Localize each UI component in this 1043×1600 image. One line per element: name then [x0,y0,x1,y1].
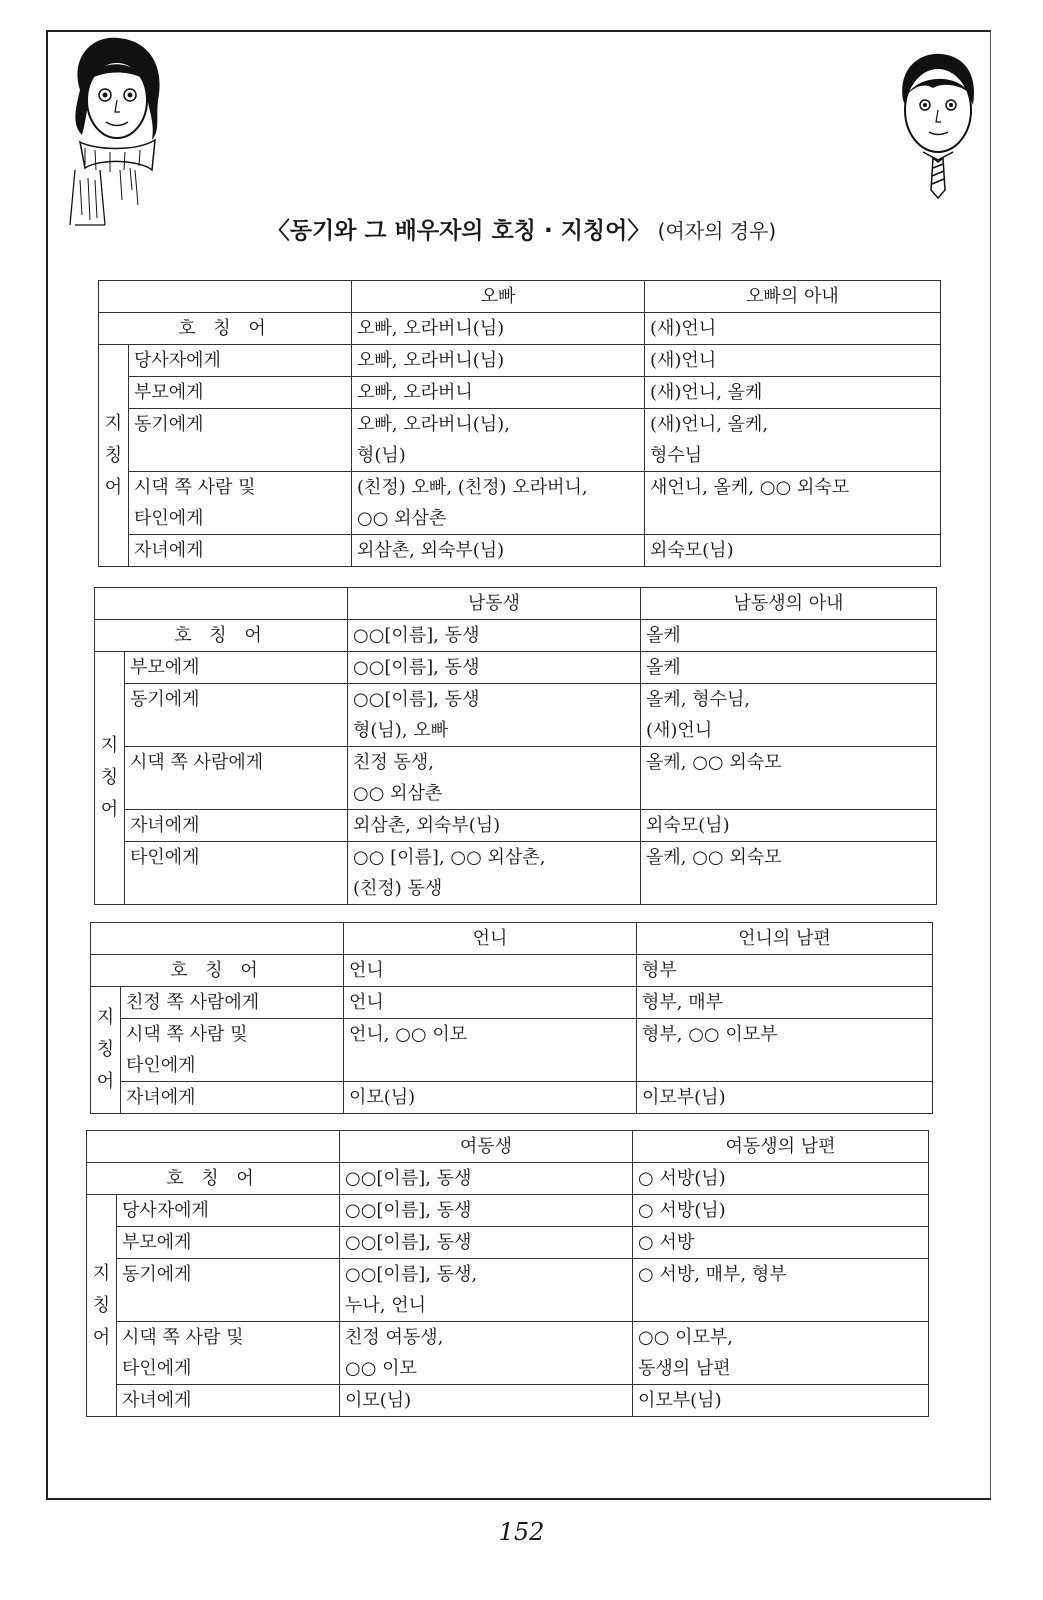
row-label: 시댁 쪽 사람 및 타인에게 [117,1322,340,1385]
cell: ○○ [이름], ○○ 외삼촌, (친정) 동생 [348,842,641,905]
row-label: 시댁 쪽 사람에게 [125,747,348,810]
hoching-label: 호 칭 어 [99,313,352,345]
table-younger-brother [94,587,937,905]
row-label: 시댁 쪽 사람 및 타인에게 [129,472,352,535]
cell: (새)언니 [645,345,941,377]
row-label: 부모에게 [117,1227,340,1259]
cell: 친정 여동생, ○○ 이모 [340,1322,633,1385]
cell: ○ 서방 [633,1227,929,1259]
row-label: 부모에게 [125,652,348,684]
cell: 외삼촌, 외숙부(님) [348,810,641,842]
man-with-tie-illustration [893,50,983,200]
row-label: 자녀에게 [121,1082,344,1114]
table-header-row [91,923,933,955]
row-label: 친정 쪽 사람에게 [121,987,344,1019]
cell: 올케, ○○ 외숙모 [641,842,937,905]
column-header: 언니의 남편 [637,923,933,955]
jiching-label: 지 칭 어 [95,652,125,905]
jiching-label: 지 칭 어 [99,345,129,567]
jiching-label: 지 칭 어 [87,1195,117,1417]
cell: 형부, ○○ 이모부 [637,1019,933,1082]
cell: 이모(님) [344,1082,637,1114]
table-header-row [87,1131,929,1163]
cell: 올케 [641,620,937,652]
cell: 이모부(님) [637,1082,933,1114]
hoching-label: 호 칭 어 [87,1163,340,1195]
cell: (새)언니, 올케, 형수님 [645,409,941,472]
row-label: 당사자에게 [117,1195,340,1227]
table-row [87,1322,929,1385]
cell: 언니 [344,955,637,987]
cell: 오빠, 오라버니(님) [352,313,645,345]
row-label: 자녀에게 [117,1385,340,1417]
cell: 외삼촌, 외숙부(님) [352,535,645,567]
cell: ○○[이름], 동생, 누나, 언니 [340,1259,633,1322]
table-row [95,652,937,684]
hoching-row [91,955,933,987]
row-label: 동기에게 [125,684,348,747]
column-header: 언니 [344,923,637,955]
hoching-label: 호 칭 어 [91,955,344,987]
hoching-label: 호 칭 어 [95,620,348,652]
row-label: 타인에게 [125,842,348,905]
column-header: 여동생 [340,1131,633,1163]
table-row [95,684,937,747]
table-older-brother [98,280,941,567]
table-header-row [95,588,937,620]
hoching-row [95,620,937,652]
cell: ○○[이름], 동생 형(님), 오빠 [348,684,641,747]
hoching-row [99,313,941,345]
hoching-row [87,1163,929,1195]
column-header: 남동생 [348,588,641,620]
table-row [95,842,937,905]
table-header-row [99,281,941,313]
table-row [91,1082,933,1114]
cell: 이모부(님) [633,1385,929,1417]
row-label: 자녀에게 [125,810,348,842]
table-younger-sister [86,1130,929,1417]
cell: 새언니, 올케, ○○ 외숙모 [645,472,941,535]
table-row [91,1019,933,1082]
page-title [0,212,1043,245]
table-row [87,1259,929,1322]
cell: ○○ 이모부, 동생의 남편 [633,1322,929,1385]
cell: 이모(님) [340,1385,633,1417]
table-row [95,747,937,810]
cell: 올케, 형수님, (새)언니 [641,684,937,747]
jiching-label: 지 칭 어 [91,987,121,1114]
cell: 언니, ○○ 이모 [344,1019,637,1082]
cell: ○○[이름], 동생 [348,652,641,684]
table-row [99,472,941,535]
cell: 형부, 매부 [637,987,933,1019]
page-number: 152 [498,1518,545,1546]
header-blank [91,923,344,955]
table-older-sister [90,922,933,1114]
row-label: 당사자에게 [129,345,352,377]
cell: ○○[이름], 동생 [348,620,641,652]
row-label: 시댁 쪽 사람 및 타인에게 [121,1019,344,1082]
table-row [95,810,937,842]
cell: 오빠, 오라버니(님) [352,345,645,377]
cell: 친정 동생, ○○ 외삼촌 [348,747,641,810]
cell: (새)언니 [645,313,941,345]
column-header: 오빠 [352,281,645,313]
cell: 올케, ○○ 외숙모 [641,747,937,810]
cell: ○○[이름], 동생 [340,1163,633,1195]
cell: 외숙모(님) [641,810,937,842]
cell: ○ 서방, 매부, 형부 [633,1259,929,1322]
title-main: 〈동기와 그 배우자의 호칭 · 지칭어〉 [266,218,651,244]
column-header: 여동생의 남편 [633,1131,929,1163]
cell: ○○[이름], 동생 [340,1227,633,1259]
cell: 올케 [641,652,937,684]
row-label: 부모에게 [129,377,352,409]
table-row [87,1385,929,1417]
row-label: 동기에게 [129,409,352,472]
title-note: (여자의 경우) [657,219,777,243]
column-header: 남동생의 아내 [641,588,937,620]
header-blank [95,588,348,620]
cell: 오빠, 오라버니 [352,377,645,409]
cell: (새)언니, 올케 [645,377,941,409]
table-row [99,535,941,567]
row-label: 동기에게 [117,1259,340,1322]
woman-with-scarf-illustration [60,30,175,230]
table-row [99,409,941,472]
header-blank [87,1131,340,1163]
table-row [87,1227,929,1259]
column-header: 오빠의 아내 [645,281,941,313]
table-row [91,987,933,1019]
header-blank [99,281,352,313]
row-label: 자녀에게 [129,535,352,567]
table-row [99,345,941,377]
table-row [99,377,941,409]
cell: 언니 [344,987,637,1019]
cell: 외숙모(님) [645,535,941,567]
cell: 오빠, 오라버니(님), 형(님) [352,409,645,472]
cell: ○ 서방(님) [633,1195,929,1227]
cell: (친정) 오빠, (친정) 오라버니, ○○ 외삼촌 [352,472,645,535]
table-row [87,1195,929,1227]
cell: ○○[이름], 동생 [340,1195,633,1227]
cell: ○ 서방(님) [633,1163,929,1195]
cell: 형부 [637,955,933,987]
